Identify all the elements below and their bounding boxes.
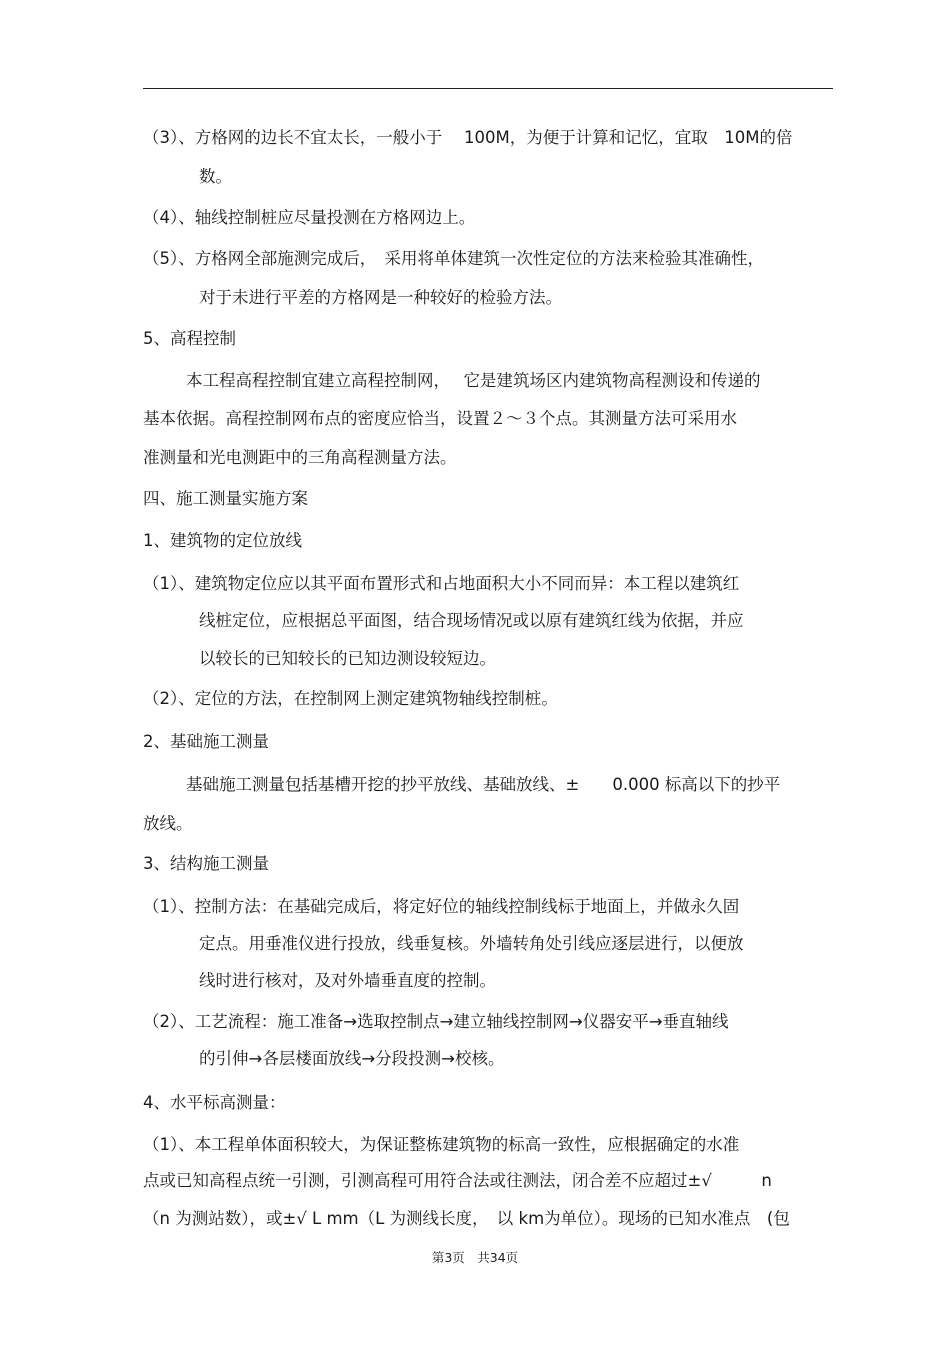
text-line: （2）、工艺流程：施工准备→选取控制点→建立轴线控制网→仪器安平→垂直轴线 xyxy=(143,1012,729,1031)
text-line: 定点。用垂准仪进行投放，线垂复核。外墙转角处引线应逐层进行，以便放 xyxy=(199,934,744,953)
text-line: 基本依据。高程控制网布点的密度应恰当，设置２～３个点。其测量方法可采用水 xyxy=(143,409,737,428)
text-line: （3）、方格网的边长不宜太长，一般小于 100M，为便于计算和记忆，宜取 10M的倍 xyxy=(143,128,793,147)
text-line: 对于未进行平差的方格网是一种较好的检验方法。 xyxy=(199,288,562,307)
text-line: 本工程高程控制宜建立高程控制网， 它是建筑场区内建筑物高程测设和传递的 xyxy=(186,371,761,390)
section-heading: 四、施工测量实施方案 xyxy=(143,489,308,508)
text-line: （1）、本工程单体面积较大，为保证整栋建筑物的标高一致性，应根据确定的水准 xyxy=(143,1135,740,1154)
text-line: 基础施工测量包括基槽开挖的抄平放线、基础放线、± 0.000 标高以下的抄平 xyxy=(186,775,781,794)
text-line: （5）、方格网全部施测完成后， 采用将单体建筑一次性定位的方法来检验其准确性， xyxy=(143,249,764,268)
text-line: （1）、建筑物定位应以其平面布置形式和占地面积大小不同而异：本工程以建筑红 xyxy=(143,574,740,593)
section-heading: 4、水平标高测量： xyxy=(143,1093,286,1112)
section-heading: 2、基础施工测量 xyxy=(143,732,269,751)
text-line: 放线。 xyxy=(143,814,193,833)
text-line: 准测量和光电测距中的三角高程测量方法。 xyxy=(143,448,457,467)
section-heading: 3、结构施工测量 xyxy=(143,854,269,873)
header-rule xyxy=(143,88,833,89)
text-line: 以较长的已知较长的已知边测设较短边。 xyxy=(199,649,496,668)
section-heading: 5、高程控制 xyxy=(143,329,236,348)
text-line: （4）、轴线控制桩应尽量投测在方格网边上。 xyxy=(143,208,476,227)
text-line: （1）、控制方法：在基础完成后，将定好位的轴线控制线标于地面上，并做永久固 xyxy=(143,897,740,916)
text-line: （2）、定位的方法，在控制网上测定建筑物轴线控制桩。 xyxy=(143,689,558,708)
text-line: 点或已知高程点统一引测，引测高程可用符合法或往测法，闭合差不应超过±√ n xyxy=(143,1171,772,1190)
page-number-footer: 第3页 共34页 xyxy=(431,1250,519,1265)
section-heading: 1、建筑物的定位放线 xyxy=(143,531,302,550)
text-line: 线时进行核对，及对外墙垂直度的控制。 xyxy=(199,971,496,990)
text-line: 线桩定位，应根据总平面图，结合现场情况或以原有建筑红线为依据，并应 xyxy=(199,611,744,630)
text-line: 的引伸→各层楼面放线→分段投测→校核。 xyxy=(199,1049,505,1068)
text-line: （n 为测站数），或±√ L mm（L 为测线长度， 以 km为单位）。现场的已知水准点 (包 xyxy=(143,1209,790,1228)
text-line: 数。 xyxy=(199,167,232,186)
